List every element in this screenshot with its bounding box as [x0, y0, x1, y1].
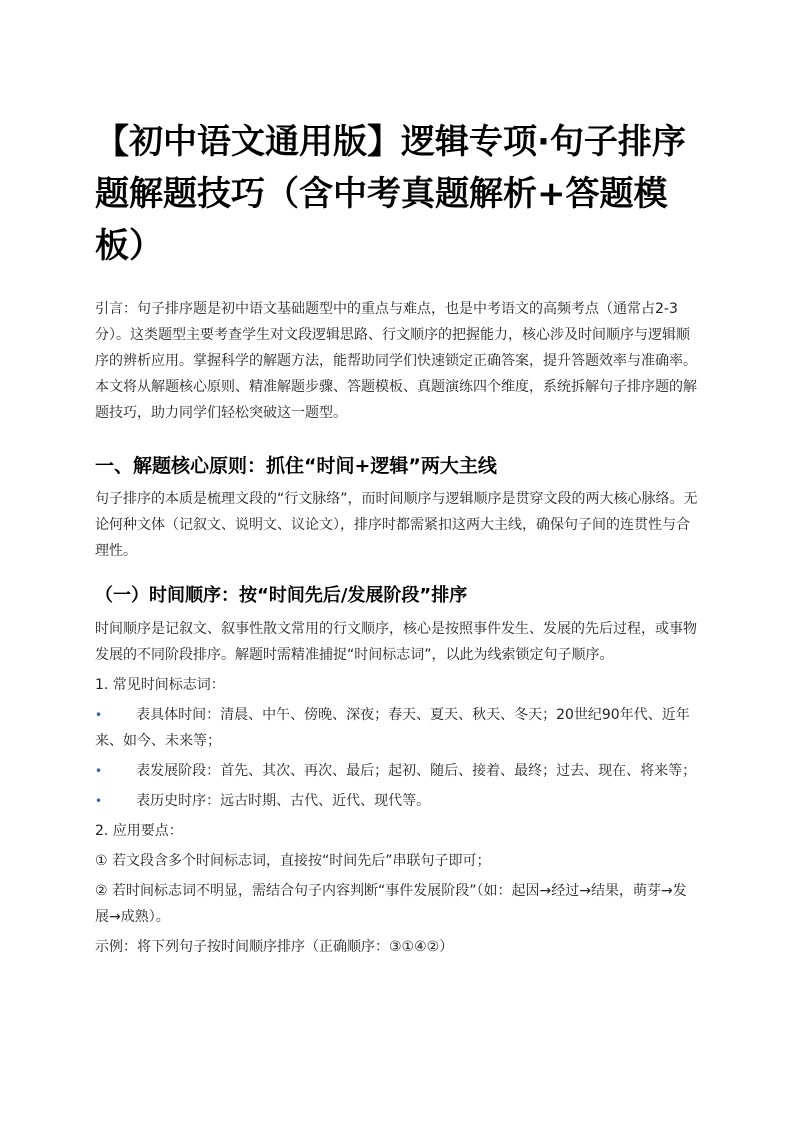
application-point-1: ① 若文段含多个时间标志词，直接按“时间先后”串联句子即可； [95, 853, 491, 869]
application-point-2: ② 若时间标志词不明显，需结合句子内容判断“事件发展阶段”（如：起因→经过→结果，萌芽→发展→成熟）。 [95, 883, 687, 925]
list-item [95, 758, 699, 784]
document-title: 【初中语文通用版】逻辑专项·句子排序题解题技巧（含中考真题解析+答题模板） [95, 122, 686, 266]
section-heading-core-principles: 一、解题核心原则：抓住“时间+逻辑”两大主线 [95, 455, 497, 477]
bullet-text: 表历史时序：远古时期、古代、近代、现代等。 [136, 793, 431, 809]
list-item [95, 788, 699, 814]
bullet-icon: • [95, 764, 103, 778]
bullet-icon: • [95, 794, 103, 808]
list-heading-application: 2. 应用要点： [95, 823, 183, 839]
list-heading-time-words: 1. 常见时间标志词： [95, 677, 225, 693]
bullet-text: 表具体时间：清晨、中午、傍晚、深夜；春天、夏天、秋天、冬天；20世纪90年代、近年来、如今、未来等； [95, 707, 690, 749]
bullet-text: 表发展阶段：首先、其次、再次、最后；起初、随后、接着、最终；过去、现在、将来等； [136, 763, 697, 779]
bullet-icon: • [95, 708, 103, 722]
subsection-heading-time-order: （一）时间顺序：按“时间先后/发展阶段”排序 [95, 585, 468, 606]
list-item [95, 702, 699, 754]
section-core-paragraph: 句子排序的本质是梳理文段的“行文脉络”，而时间顺序与逻辑顺序是贯穿文段的两大核心脉络。无论何种文体（记叙文、说明文、议论文），排序时都需紧扣这两大主线，确保句子间的连贯性与合理性。 [95, 491, 698, 559]
intro-paragraph: 引言：句子排序题是初中语文基础题型中的重点与难点，也是中考语文的高频考点（通常占2-3分）。这类题型主要考查学生对文段逻辑思路、行文顺序的把握能力，核心涉及时间顺序与逻辑顺序的辨析应用。掌握科学的解题方法，能帮助同学们快速锁定正确答案，提升答题效率与准确率。本文将从解题核心原则、精准解题步骤、答题模板、真题演练四个维度，系统拆解句子排序题的解题技巧，助力同学们轻松突破这一题型。 [95, 301, 697, 421]
subsection-time-paragraph: 时间顺序是记叙文、叙事性散文常用的行文顺序，核心是按照事件发生、发展的先后过程，或事物发展的不同阶段排序。解题时需精准捕捉“时间标志词”，以此为线索锁定句子顺序。 [95, 621, 697, 663]
example-line: 示例：将下列句子按时间顺序排序（正确顺序：③①④②） [95, 939, 454, 955]
